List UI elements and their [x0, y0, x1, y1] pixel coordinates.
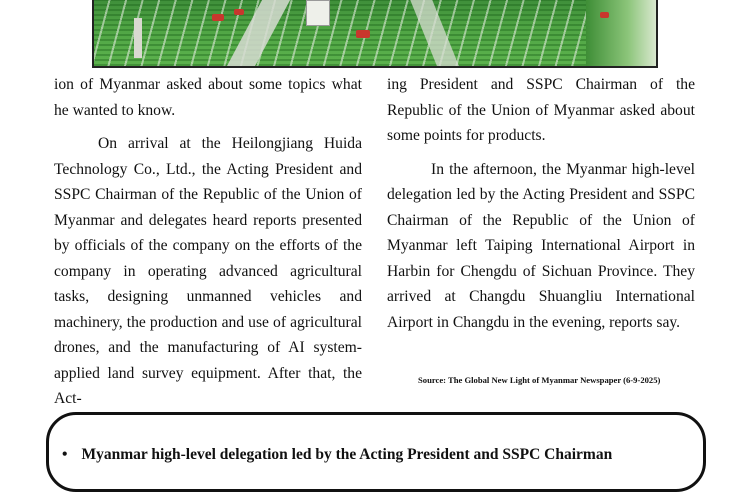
right-paragraph-2: In the afternoon, the Myanmar high-level delegation led by the Acting President and SSPC Chairman of the Republic of the Union of Myanmar left Taiping International Airport in Harbin for Chengdu of Sichuan Province. They arrived at Changdu Shuangliu International Airport in Changdu in the evening, reports say.: [387, 160, 695, 331]
left-column: [54, 72, 362, 412]
left-paragraph-1: ion of Myanmar asked about some topics what he wanted to know.: [54, 76, 362, 119]
greenhouse-photo: [92, 0, 658, 68]
right-paragraph-1: ing President and SSPC Chairman of the Republic of the Union of Myanmar asked about some points for products.: [387, 76, 695, 144]
farm-vehicle-icon: [234, 9, 244, 15]
pillar: [134, 18, 142, 58]
source-credit: Source: The Global New Light of Myanmar Newspaper (6-9-2025): [418, 375, 661, 385]
farm-vehicle-icon: [600, 12, 609, 18]
walkway: [410, 0, 459, 68]
left-paragraph-2: On arrival at the Heilongjiang Huida Technology Co., Ltd., the Acting President and SSPC Chairman of the Republic of the Union of Myanmar and delegates heard reports presented by officials of the company on the efforts of the company in operating advanced agricultural tasks, designing unmanned vehicles and machinery, the production and use of agricultural drones, and the manufacturing of AI system-applied land survey equipment. After that, the Act-: [54, 135, 362, 407]
bullet-icon: •: [62, 446, 68, 463]
farm-vehicle-icon: [356, 30, 370, 38]
signboard: [306, 0, 330, 26]
summary-item-text: Myanmar high-level delegation led by the Acting President and SSPC Chairman: [81, 446, 613, 463]
right-column: [387, 72, 695, 335]
farm-vehicle-icon: [212, 14, 224, 21]
summary-bullet-item: [62, 446, 612, 464]
greenhouse-wall: [586, 0, 656, 68]
